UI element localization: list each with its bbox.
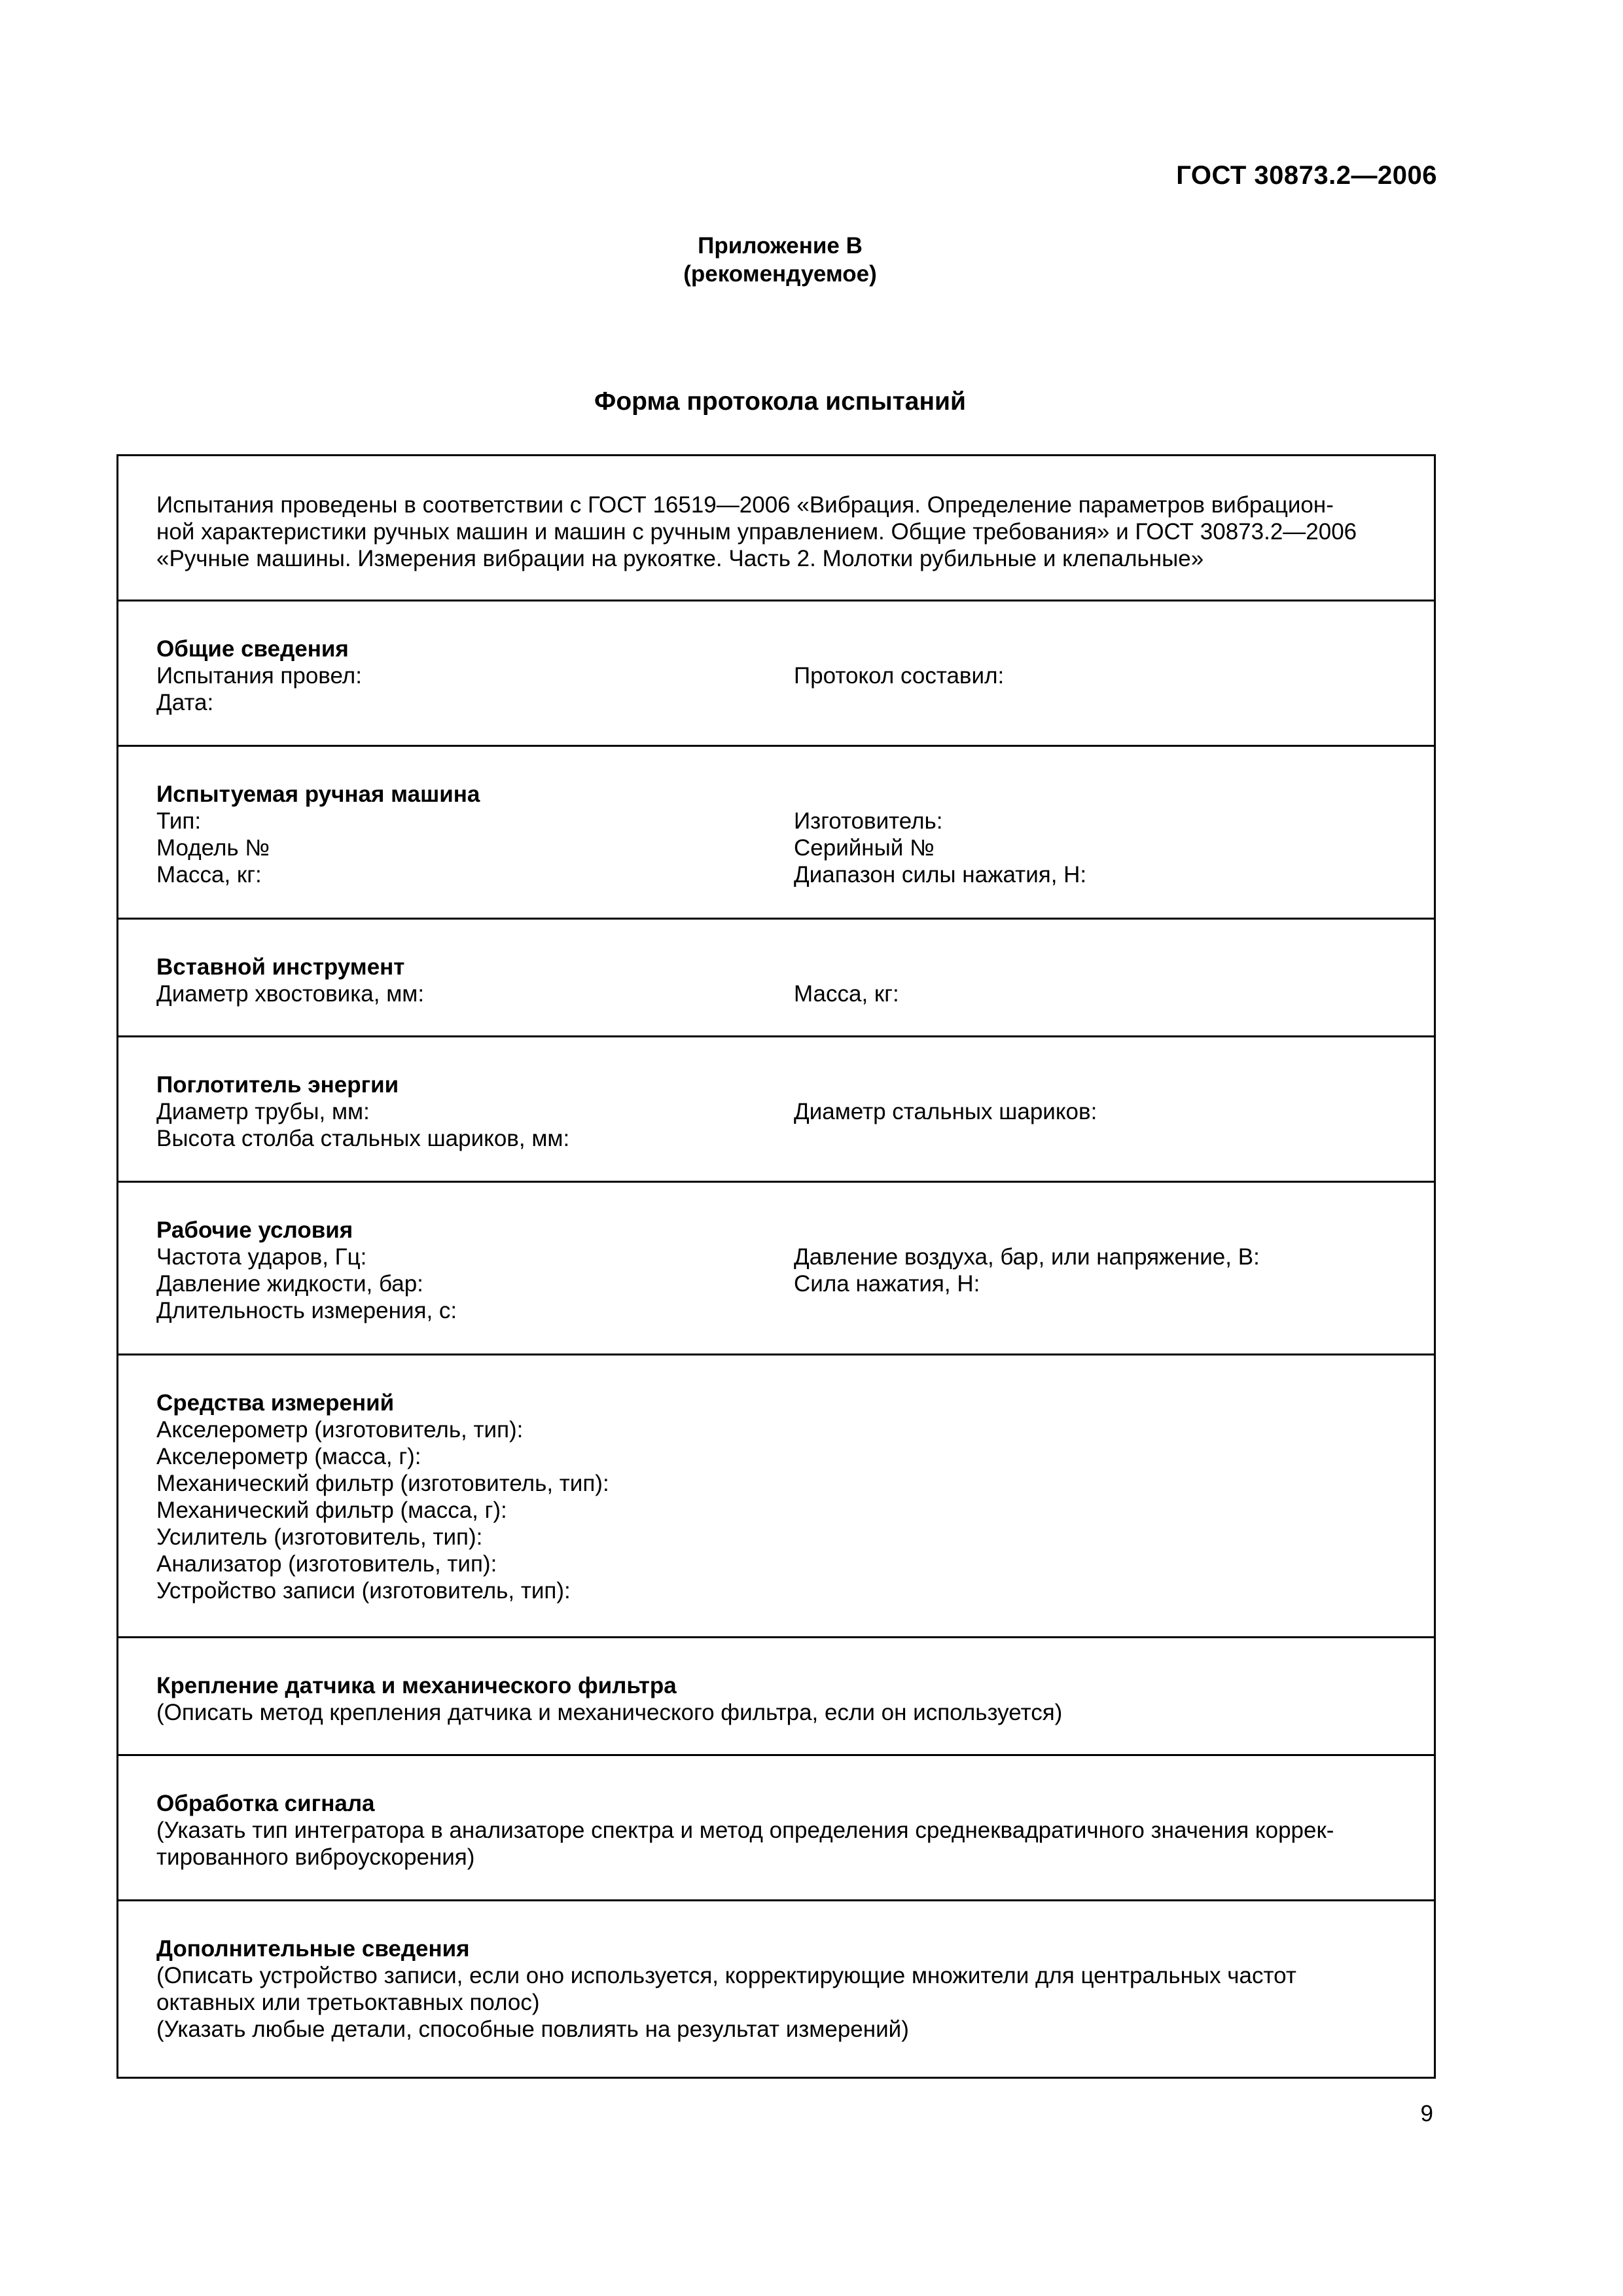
instrument-item: Механический фильтр (масса, г):: [156, 1498, 507, 1523]
tested-by-field: Испытания провел:: [156, 663, 362, 689]
signal-line-2: тированного виброускорения): [156, 1844, 475, 1870]
duration-field: Длительность измерения, с:: [156, 1298, 457, 1323]
instrument-item: Анализатор (изготовитель, тип):: [156, 1551, 497, 1577]
additional-line-2: октавных или третьоктавных полос): [156, 1990, 540, 2015]
additional-line-3: (Указать любые детали, способные повлиять на результат измерений): [156, 2017, 909, 2042]
insert-tool-section: [118, 920, 1434, 1037]
signal-section: [118, 1756, 1434, 1901]
intro-line-1: Испытания проведены в соответствии с ГОСТ 16519—2006 «Вибрация. Определение параметров вибрацион-: [156, 492, 1334, 518]
air-pressure-field: Давление воздуха, бар, или напряжение, В:: [794, 1244, 1260, 1270]
intro-section: [118, 456, 1434, 601]
general-heading: Общие сведения: [156, 636, 349, 662]
tool-mass-field: Масса, кг:: [794, 981, 899, 1007]
absorber-section: [118, 1037, 1434, 1183]
instrument-item: Акселерометр (изготовитель, тип):: [156, 1417, 524, 1443]
machine-mass-field: Масса, кг:: [156, 862, 262, 888]
column-height-field: Высота столба стальных шариков, мм:: [156, 1126, 570, 1151]
feed-force-range-field: Диапазон силы нажатия, Н:: [794, 862, 1087, 888]
signal-line-1: (Указать тип интегратора в анализаторе спектра и метод определения среднеквадратичного значения коррек-: [156, 1818, 1334, 1843]
manufacturer-field: Изготовитель:: [794, 808, 943, 834]
tube-diameter-field: Диаметр трубы, мм:: [156, 1099, 370, 1124]
mounting-section: [118, 1638, 1434, 1756]
instrument-item: Устройство записи (изготовитель, тип):: [156, 1578, 571, 1604]
intro-line-3: «Ручные машины. Измерения вибрации на рукоятке. Часть 2. Молотки рубильные и клепальные»: [156, 546, 1204, 571]
fluid-pressure-field: Давление жидкости, бар:: [156, 1271, 423, 1297]
blow-frequency-field: Частота ударов, Гц:: [156, 1244, 367, 1270]
ball-diameter-field: Диаметр стальных шариков:: [794, 1099, 1097, 1124]
machine-section: [118, 747, 1434, 920]
instruments-section: [118, 1355, 1434, 1638]
serial-field: Серийный №: [794, 835, 935, 861]
mounting-heading: Крепление датчика и механического фильтра: [156, 1673, 677, 1698]
model-field: Модель №: [156, 835, 270, 861]
instrument-item: Акселерометр (масса, г):: [156, 1444, 421, 1469]
general-section: [118, 601, 1434, 747]
report-form: [116, 454, 1436, 2079]
absorber-heading: Поглотитель энергии: [156, 1072, 399, 1098]
page-number: 9: [1420, 2101, 1433, 2126]
signal-heading: Обработка сигнала: [156, 1791, 375, 1816]
machine-heading: Испытуемая ручная машина: [156, 781, 480, 807]
appendix-subtitle: (рекомендуемое): [683, 261, 877, 287]
additional-line-1: (Описать устройство записи, если оно используется, корректирующие множители для центральных частот: [156, 1963, 1296, 1988]
appendix-heading: [0, 232, 1560, 288]
machine-type-field: Тип:: [156, 808, 202, 834]
additional-section: [118, 1901, 1434, 2077]
conditions-section: [118, 1183, 1434, 1355]
conditions-heading: Рабочие условия: [156, 1217, 353, 1243]
additional-heading: Дополнительные сведения: [156, 1936, 470, 1962]
feed-force-field: Сила нажатия, Н:: [794, 1271, 980, 1297]
insert-tool-heading: Вставной инструмент: [156, 954, 405, 980]
instrument-item: Усилитель (изготовитель, тип):: [156, 1524, 483, 1550]
instrument-item: Механический фильтр (изготовитель, тип):: [156, 1471, 609, 1496]
date-field: Дата:: [156, 690, 214, 715]
standard-number: ГОСТ 30873.2—2006: [1176, 161, 1437, 190]
shank-diameter-field: Диаметр хвостовика, мм:: [156, 981, 425, 1007]
intro-line-2: ной характеристики ручных машин и машин с ручным управлением. Общие требования» и ГОСТ 30873.2—2006: [156, 519, 1357, 545]
instruments-heading: Средства измерений: [156, 1390, 395, 1416]
form-title: Форма протокола испытаний: [594, 387, 966, 416]
appendix-title: Приложение В: [698, 233, 863, 259]
mounting-text: (Описать метод крепления датчика и механического фильтра, если он используется): [156, 1700, 1063, 1725]
report-by-field: Протокол составил:: [794, 663, 1005, 689]
